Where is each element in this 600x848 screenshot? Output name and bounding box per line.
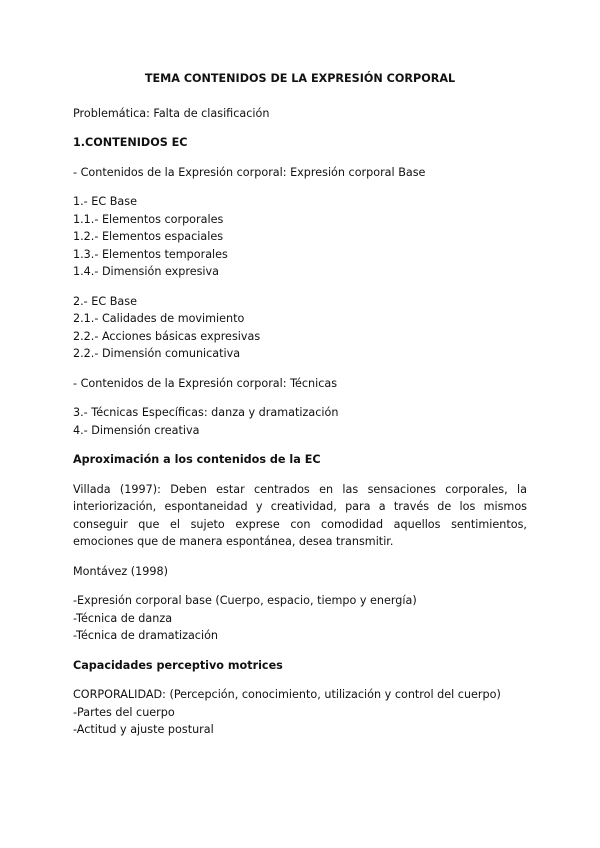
list-ec-base-2	[73, 293, 527, 363]
list-item: 2.2.- Dimensión comunicativa	[73, 347, 241, 360]
list-item: -Técnica de danza	[73, 611, 173, 625]
list-item: 2.- EC Base	[73, 294, 137, 308]
list-item: 2.1.- Calidades de movimiento	[73, 312, 245, 325]
list-item: 1.4.- Dimensión expresiva	[73, 265, 220, 278]
list-item: 1.2.- Elementos espaciales	[73, 230, 224, 243]
tecnicas-intro-text: - Contenidos de la Expresión corporal: Técnicas	[73, 376, 338, 390]
list-item: 2.2.- Acciones básicas expresivas	[73, 329, 261, 343]
base-intro-text: - Contenidos de la Expresión corporal: Expresión corporal Base	[73, 165, 426, 179]
section-heading-contenidos: 1.CONTENIDOS EC	[73, 136, 188, 149]
montavez-citation: Montávez (1998)	[73, 564, 168, 578]
list-montavez	[73, 592, 527, 645]
list-corporalidad	[73, 686, 527, 739]
list-item: -Partes del cuerpo	[73, 705, 175, 719]
villada-paragraph: Villada (1997): Deben estar centrados en las sensaciones corporales, la interiorización, espontaneidad y creatividad, para a través de los mismos conseguir que el sujeto exprese con comodidad aquellos sentimientos, emociones que de manera espontánea, desea transmitir.	[73, 482, 527, 548]
list-item: -Actitud y ajuste postural	[73, 723, 214, 736]
corporalidad-text: CORPORALIDAD: (Percepción, conocimiento, utilización y control del cuerpo)	[73, 688, 501, 701]
list-item: 4.- Dimensión creativa	[73, 423, 200, 437]
document-title: TEMA CONTENIDOS DE LA EXPRESIÓN CORPORAL	[144, 72, 456, 85]
section-heading-capacidades: Capacidades perceptivo motrices	[73, 658, 283, 672]
problematica-text: Problemática: Falta de clasificación	[73, 106, 270, 120]
list-ec-base-1	[73, 193, 527, 281]
list-item: 3.- Técnicas Específicas: danza y dramatización	[73, 406, 339, 419]
list-item: 1.1.- Elementos corporales	[73, 212, 224, 226]
section-heading-aproximacion: Aproximación a los contenidos de la EC	[73, 453, 321, 466]
list-item: -Expresión corporal base (Cuerpo, espacio, tiempo y energía)	[73, 594, 417, 607]
list-item: 1.- EC Base	[73, 195, 137, 208]
list-tecnicas	[73, 404, 527, 439]
document-page	[73, 70, 527, 751]
list-item: -Técnica de dramatización	[73, 629, 219, 642]
list-item: 1.3.- Elementos temporales	[73, 247, 228, 261]
